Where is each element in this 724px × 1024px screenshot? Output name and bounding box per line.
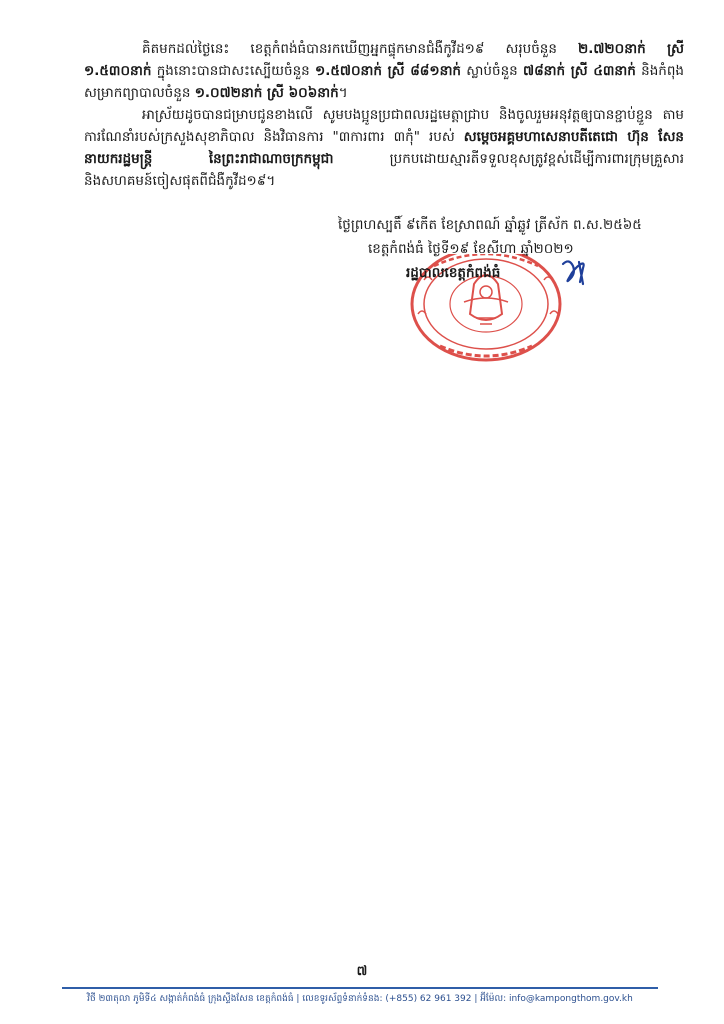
solar-date: ខេត្តកំពង់ធំ ថ្ងៃទី១៩ ខែសីហា ឆ្នាំ២០២១ [368,241,574,257]
handwritten-signature [555,254,595,290]
page-number: ៧ [356,964,368,979]
text-run: ក្នុងនោះបានជាសះស្បើយចំនួន [151,63,315,79]
prime-minister-name: សម្តេចអគ្គមហាសេនាបតីតេជោ ហ៊ុន សែន នាយករដ្ឋមន្ត្រី នៃព្រះរាជាណាចក្រកម្ពុជា [84,129,685,167]
text-run: អាស្រ័យដូចបានជម្រាបជូនខាងលើ សូមបងប្អូនប្រជាពលរដ្ឋមេត្តាជ្រាប និងចូលរួមអនុវត្តឲ្យបានខ្ជាប់ខ្ជួន តាមការណែនាំរបស់ក្រសួងសុខាភិបាល និងវិធានការ "៣ការពារ ៣កុំ" របស់ [84,107,684,145]
text-run: ។ [338,85,348,101]
deaths-count: ៧៨នាក់ ស្រី ៤៣នាក់ [523,63,636,79]
signatory-title: រដ្ឋបាលខេត្តកំពង់ធំ [406,265,501,281]
footer-divider [62,987,658,989]
text-run: និងកំពុងសម្រាកព្យាបាលចំនួន [84,63,684,101]
text-run: គិតមកដល់ថ្ងៃនេះ ខេត្តកំពង់ធំបានរកឃើញអ្នកផ្ទុកមានជំងឺកូវីដ១៩ សរុបចំនួន [142,41,579,57]
text-run: ប្រកបដោយស្មារតីទទួលខុសត្រូវខ្ពស់ដើម្បីការពារក្រុមគ្រួសារ និងសហគមន៍ចៀសផុតពីជំងឺកូវីដ១៩។ [84,151,684,189]
recovered-count: ១.៥៧០នាក់ ស្រី ៨៨១នាក់ [315,63,461,79]
treating-count: ១.០៧២នាក់ ស្រី ៦០៦នាក់ [194,85,339,101]
advisory-paragraph [84,104,684,192]
lunar-date: ថ្ងៃព្រហស្បតិ៍ ៩កើត ខែស្រាពណ៍ ឆ្នាំឆ្លូវ ត្រីស័ក ព.ស.២៥៦៥ [338,217,642,233]
covid-statistics-paragraph [84,38,684,104]
text-run: ស្លាប់ចំនួន [461,63,523,79]
footer-contact: វិថី ២៣តុលា ភូមិទី៤ សង្កាត់កំពង់ធំ ក្រុងស្ទឹងសែន ខេត្តកំពង់ធំ | លេខទូរស័ព្ទទំនាក់ទំនង: (+855) 62 961 392 | អ៊ីម៉ែល: info@kampongthom.gov.kh [87,994,633,1004]
total-cases: ២.៧២០នាក់ ស្រី ១.៥៣០នាក់ [84,41,684,79]
